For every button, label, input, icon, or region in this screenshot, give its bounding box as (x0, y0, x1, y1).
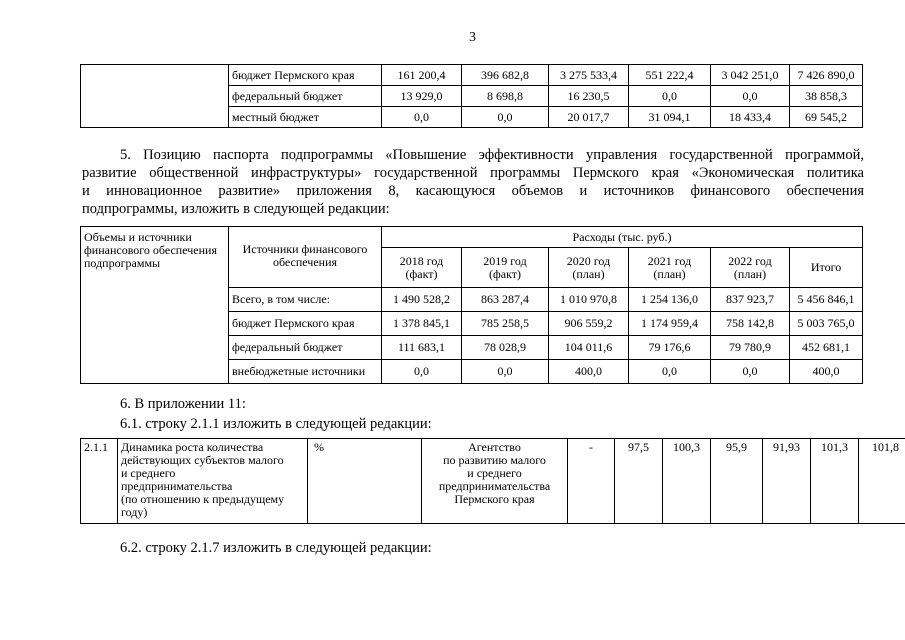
value-cell: 758 142,8 (711, 312, 790, 336)
agency-line: и среднего (467, 466, 522, 480)
indicator-line: Динамика роста количества (121, 440, 264, 454)
value-cell: 69 545,2 (790, 107, 863, 128)
value-cell: 18 433,4 (711, 107, 790, 128)
table-row (81, 65, 863, 86)
paragraph-line: и инновационное развитие» приложения 8, касающуюся объемов и источников финансового обеспечения (82, 183, 864, 199)
paragraph-line: развитие общественной инфраструктуры» государственной программы Пермского края «Экономическая политика (82, 165, 864, 181)
year-label: 2020 год (566, 253, 611, 268)
value-cell: 0,0 (382, 107, 462, 128)
expenses-header: Расходы (тыс. руб.) (382, 227, 863, 248)
value-cell: 0,0 (629, 360, 711, 384)
paragraph-6-1: 6.1. строку 2.1.1 изложить в следующей редакции: (120, 416, 432, 432)
row-label: федеральный бюджет (229, 336, 382, 360)
sources-header: Источники финансового обеспечения (229, 227, 382, 288)
value-cell: 785 258,5 (462, 312, 549, 336)
value-cell: 0,0 (711, 86, 790, 107)
row-label: бюджет Пермского края (229, 65, 382, 86)
row-label: Всего, в том числе: (229, 288, 382, 312)
value-cell: 452 681,1 (790, 336, 863, 360)
value-cell: 0,0 (382, 360, 462, 384)
value-cell: 1 378 845,1 (382, 312, 462, 336)
indicator-line: году) (121, 505, 148, 519)
indicator-line: предпринимательства (121, 479, 233, 493)
value-cell: 31 094,1 (629, 107, 711, 128)
row-label: местный бюджет (229, 107, 382, 128)
value-cell: 95,9 (711, 439, 763, 524)
value-cell: 3 275 533,4 (549, 65, 629, 86)
paragraph-5 (82, 146, 864, 218)
row-code: 2.1.1 (81, 439, 118, 524)
agency-line: Агентство (468, 440, 521, 454)
year-header (711, 248, 790, 288)
value-cell: 0,0 (711, 360, 790, 384)
value-cell: 0,0 (462, 107, 549, 128)
agency-line: по развитию малого (443, 453, 546, 467)
indicator-line: (по отношению к предыдущему (121, 492, 285, 506)
year-label: 2019 год (483, 253, 527, 268)
table-row (81, 439, 905, 524)
paragraph-line: подпрограммы, изложить в следующей редакции: (82, 201, 390, 217)
value-cell: 7 426 890,0 (790, 65, 863, 86)
value-cell: 906 559,2 (549, 312, 629, 336)
value-cell: 38 858,3 (790, 86, 863, 107)
value-cell: 97,5 (615, 439, 663, 524)
value-cell: 400,0 (549, 360, 629, 384)
value-cell: 5 003 765,0 (790, 312, 863, 336)
value-cell: 100,3 (663, 439, 711, 524)
row-label: бюджет Пермского края (229, 312, 382, 336)
row-label: федеральный бюджет (229, 86, 382, 107)
page-number: 3 (469, 30, 476, 45)
value-cell: 400,0 (790, 360, 863, 384)
value-cell: 3 042 251,0 (711, 65, 790, 86)
year-kind: (факт) (405, 266, 438, 281)
unit-cell: % (308, 439, 422, 524)
paragraph-6-2: 6.2. строку 2.1.7 изложить в следующей редакции: (120, 540, 432, 556)
total-header: Итого (790, 248, 863, 288)
budget-continuation-table (80, 64, 863, 128)
dash-cell: - (568, 439, 615, 524)
year-header (382, 248, 462, 288)
year-label: 2022 год (728, 253, 772, 268)
year-kind: (план) (733, 266, 767, 281)
year-header (629, 248, 711, 288)
value-cell: 16 230,5 (549, 86, 629, 107)
row-label: внебюджетные источники (229, 360, 382, 384)
indicator-line: и среднего (121, 466, 176, 480)
year-header (462, 248, 549, 288)
value-cell: 837 923,7 (711, 288, 790, 312)
value-cell: 20 017,7 (549, 107, 629, 128)
value-cell: 396 682,8 (462, 65, 549, 86)
value-cell: 551 222,4 (629, 65, 711, 86)
value-cell: 0,0 (629, 86, 711, 107)
agency-line: предпринимательства (438, 479, 551, 493)
indicator-name (118, 439, 308, 524)
left-header-cell: Объемы и источники финансового обеспечения подпрограммы (81, 227, 229, 384)
value-cell: 863 287,4 (462, 288, 549, 312)
value-cell: 104 011,6 (549, 336, 629, 360)
indicator-line: действующих субъектов малого (121, 453, 284, 467)
value-cell: 1 490 528,2 (382, 288, 462, 312)
year-header (549, 248, 629, 288)
value-cell: 161 200,4 (382, 65, 462, 86)
value-cell: 79 780,9 (711, 336, 790, 360)
year-kind: (факт) (488, 266, 521, 281)
value-cell: 78 028,9 (462, 336, 549, 360)
value-cell: 5 456 846,1 (790, 288, 863, 312)
value-cell: 1 174 959,4 (629, 312, 711, 336)
indicator-table (80, 438, 905, 524)
year-kind: (план) (653, 266, 686, 281)
value-cell: 13 929,0 (382, 86, 462, 107)
value-cell: 101,8 (859, 439, 905, 524)
value-cell: 1 010 970,8 (549, 288, 629, 312)
paragraph-line: 5. Позицию паспорта подпрограммы «Повышение эффективности управления государственной программой, (120, 147, 864, 163)
agency-cell (422, 439, 568, 524)
empty-cell (81, 65, 229, 128)
value-cell: 101,3 (811, 439, 859, 524)
value-cell: 1 254 136,0 (629, 288, 711, 312)
agency-line: Пермского края (454, 492, 535, 506)
value-cell: 0,0 (462, 360, 549, 384)
value-cell: 79 176,6 (629, 336, 711, 360)
paragraph-6: 6. В приложении 11: (120, 396, 246, 412)
table-row (81, 227, 863, 248)
value-cell: 8 698,8 (462, 86, 549, 107)
value-cell: 91,93 (763, 439, 811, 524)
financing-table (80, 226, 863, 384)
year-label: 2018 год (399, 253, 444, 268)
year-kind: (план) (572, 266, 605, 281)
value-cell: 111 683,1 (382, 336, 462, 360)
year-label: 2021 год (647, 253, 692, 268)
